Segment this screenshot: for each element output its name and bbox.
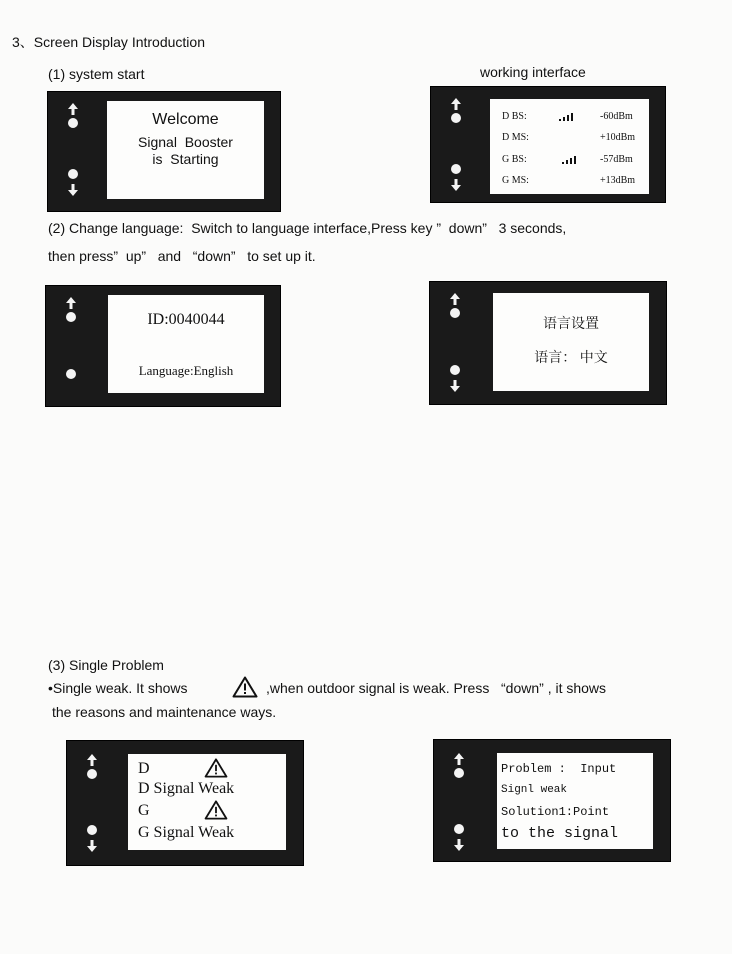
down-arrow-icon <box>450 179 462 191</box>
g-ms-name: G MS: <box>502 175 529 186</box>
signal-weak-line: Signl weak <box>501 784 568 796</box>
signal-booster-text: Signal Booster <box>138 134 233 150</box>
down-button[interactable] <box>448 164 464 194</box>
point-to-signal-line: to the signal <box>501 825 619 842</box>
down-dot-icon <box>68 169 78 179</box>
english-language-panel <box>45 285 281 407</box>
down-arrow-icon <box>453 839 465 851</box>
d-ms-value: +10dBm <box>600 132 636 143</box>
up-arrow-icon <box>65 297 77 309</box>
single-weak-line1-pre: •Single weak. It shows <box>48 680 188 696</box>
down-button[interactable] <box>447 365 463 395</box>
up-arrow-icon <box>67 103 79 115</box>
is-starting-text: is Starting <box>152 151 219 167</box>
up-button[interactable] <box>65 103 81 133</box>
single-problem-label: (3) Single Problem <box>48 657 164 673</box>
problem-line: Problem : Input <box>501 762 617 776</box>
single-weak-line2: the reasons and maintenance ways. <box>52 704 277 720</box>
up-arrow-icon <box>450 98 462 110</box>
system-start-label: (1) system start <box>48 66 145 82</box>
d-bs-name: D BS: <box>502 111 527 122</box>
signal-weak-screen <box>128 754 286 850</box>
up-button[interactable] <box>84 754 100 784</box>
warning-icon <box>232 676 258 698</box>
up-dot-icon <box>451 113 461 123</box>
start-screen-panel <box>47 91 281 212</box>
english-language-screen <box>108 295 264 393</box>
d-label: D <box>138 760 150 777</box>
language-setting: Language:English <box>138 363 234 378</box>
signal-bars-icon <box>559 113 573 121</box>
warning-icon <box>204 800 228 820</box>
signal-bars-icon <box>562 156 576 164</box>
up-button[interactable] <box>448 98 464 128</box>
signal-weak-panel <box>66 740 304 866</box>
g-label: G <box>138 802 150 819</box>
welcome-text: Welcome <box>152 111 219 128</box>
language-chinese: 语言： 中文 <box>534 351 608 366</box>
down-arrow-icon <box>67 184 79 196</box>
working-screen <box>490 99 649 194</box>
up-button[interactable] <box>63 297 79 327</box>
up-arrow-icon <box>449 293 461 305</box>
g-bs-name: G BS: <box>502 154 527 165</box>
g-signal-weak: G Signal Weak <box>138 824 235 841</box>
solution-line: Solution1:Point <box>501 805 610 819</box>
down-dot-icon <box>66 369 76 379</box>
d-ms-name: D MS: <box>502 132 529 143</box>
down-button[interactable] <box>63 369 79 399</box>
g-bs-value: -57dBm <box>600 154 633 165</box>
down-dot-icon <box>87 825 97 835</box>
down-dot-icon <box>451 164 461 174</box>
d-signal-weak: D Signal Weak <box>138 780 235 797</box>
language-settings-title: 语言设置 <box>543 317 599 332</box>
up-dot-icon <box>454 768 464 778</box>
up-dot-icon <box>66 312 76 322</box>
down-button[interactable] <box>451 824 467 854</box>
down-arrow-icon <box>86 840 98 852</box>
change-language-line1: (2) Change language: Switch to language interface,Press key ” down” 3 seconds, <box>48 220 567 236</box>
down-dot-icon <box>454 824 464 834</box>
g-ms-value: +13dBm <box>600 175 636 186</box>
down-dot-icon <box>450 365 460 375</box>
up-arrow-icon <box>86 754 98 766</box>
start-screen <box>107 101 264 199</box>
problem-panel <box>433 739 671 862</box>
device-id: ID:0040044 <box>147 311 225 328</box>
up-button[interactable] <box>447 293 463 323</box>
up-button[interactable] <box>451 753 467 783</box>
chinese-language-screen <box>493 293 649 391</box>
up-arrow-icon <box>453 753 465 765</box>
change-language-line2: then press” up” and “down” to set up it. <box>48 248 316 264</box>
working-screen-panel <box>430 86 666 203</box>
down-button[interactable] <box>65 169 81 199</box>
down-button[interactable] <box>84 825 100 855</box>
section-title: 3、Screen Display Introduction <box>12 34 205 50</box>
warning-icon <box>204 758 228 778</box>
chinese-language-panel <box>429 281 667 405</box>
problem-screen <box>497 753 653 849</box>
d-bs-value: -60dBm <box>600 111 633 122</box>
up-dot-icon <box>87 769 97 779</box>
up-dot-icon <box>68 118 78 128</box>
single-weak-line1-post: ,when outdoor signal is weak. Press “down” , it shows <box>266 680 607 696</box>
up-dot-icon <box>450 308 460 318</box>
down-arrow-icon <box>449 380 461 392</box>
working-interface-label: working interface <box>480 64 586 80</box>
